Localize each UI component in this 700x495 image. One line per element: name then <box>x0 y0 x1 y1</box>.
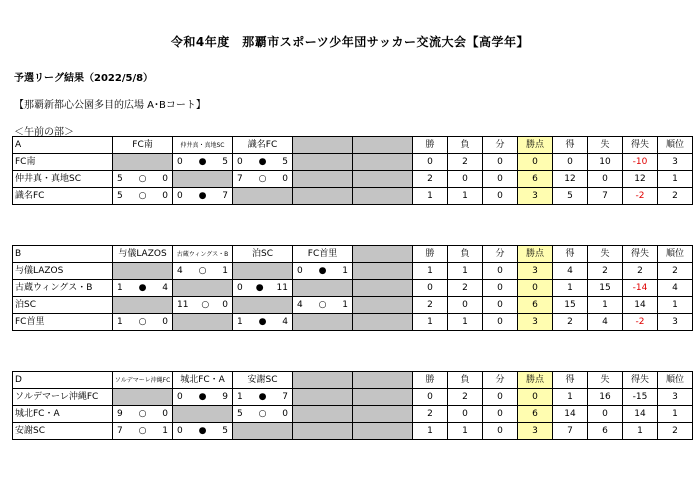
empty-cell <box>113 389 173 406</box>
stat-cell: 5 <box>553 188 588 205</box>
stat-cell: 1 <box>448 314 483 331</box>
stat-cell: -15 <box>623 389 658 406</box>
score-for: 1 <box>237 391 243 402</box>
team-name: 古蔵ウィングス・B <box>13 280 113 297</box>
stat-cell: 1 <box>658 171 693 188</box>
loss-mark: ● <box>138 282 147 293</box>
stat-cell: 3 <box>658 154 693 171</box>
league-table-a <box>12 136 693 205</box>
stat-header: 得失 <box>623 246 658 263</box>
score-against: 0 <box>162 408 168 419</box>
opponent-header: ソルデマーレ沖縄FC <box>113 372 173 389</box>
win-mark: ○ <box>258 173 267 184</box>
stat-cell: 0 <box>483 423 518 440</box>
opponent-header: FC首里 <box>293 246 353 263</box>
stat-cell: 3 <box>518 314 553 331</box>
score-for: 0 <box>237 282 243 293</box>
empty-cell <box>233 188 293 205</box>
stat-cell: 16 <box>588 389 623 406</box>
stat-cell: 2 <box>448 154 483 171</box>
stat-cell: 1 <box>413 423 448 440</box>
team-row <box>13 297 693 314</box>
stat-header: 失 <box>588 246 623 263</box>
group-name: A <box>13 137 113 154</box>
empty-cell <box>113 297 173 314</box>
stat-cell: 1 <box>553 280 588 297</box>
score-for: 11 <box>177 299 189 310</box>
stat-cell: 2 <box>413 297 448 314</box>
stat-cell: 0 <box>483 188 518 205</box>
league-table-b <box>12 245 693 331</box>
opponent-header: FC南 <box>113 137 173 154</box>
empty-cell <box>293 406 353 423</box>
team-row <box>13 389 693 406</box>
opponent-header: 与儀LAZOS <box>113 246 173 263</box>
stat-header: 失 <box>588 372 623 389</box>
stat-cell: -14 <box>623 280 658 297</box>
stat-cell: 3 <box>658 314 693 331</box>
header-row <box>13 137 693 154</box>
stat-cell: 2 <box>658 423 693 440</box>
team-row <box>13 171 693 188</box>
score-against: 0 <box>162 316 168 327</box>
stat-header: 得 <box>553 137 588 154</box>
score-for: 0 <box>177 190 183 201</box>
score-for: 4 <box>297 299 303 310</box>
league-table-d <box>12 371 693 440</box>
score-against: 1 <box>342 299 348 310</box>
match-result <box>173 263 233 280</box>
stat-cell: 14 <box>553 406 588 423</box>
stat-cell: 2 <box>448 280 483 297</box>
stat-cell: 3 <box>658 389 693 406</box>
team-name: 与儀LAZOS <box>13 263 113 280</box>
empty-cell <box>173 280 233 297</box>
stat-cell: 3 <box>518 263 553 280</box>
stat-cell: 7 <box>553 423 588 440</box>
empty-cell <box>293 423 353 440</box>
stat-cell: 6 <box>518 406 553 423</box>
stat-header: 分 <box>483 372 518 389</box>
page-title: 令和4年度 那覇市スポーツ少年団サッカー交流大会【高学年】 <box>170 35 530 49</box>
score-against: 5 <box>222 156 228 167</box>
stat-cell: 1 <box>413 314 448 331</box>
win-mark: ○ <box>318 299 327 310</box>
stat-cell: 1 <box>448 423 483 440</box>
stat-cell: 0 <box>413 389 448 406</box>
opponent-header: 安謝SC <box>233 372 293 389</box>
empty-cell <box>293 154 353 171</box>
empty-cell <box>113 263 173 280</box>
team-row <box>13 188 693 205</box>
match-result <box>233 280 293 297</box>
stat-cell: 2 <box>658 263 693 280</box>
stat-header: 勝点 <box>518 137 553 154</box>
header-row <box>13 246 693 263</box>
opponent-header <box>293 137 353 154</box>
stat-cell: 0 <box>413 280 448 297</box>
score-against: 11 <box>276 282 288 293</box>
score-against: 0 <box>222 299 228 310</box>
win-mark: ○ <box>138 408 147 419</box>
stat-cell: 3 <box>518 188 553 205</box>
loss-mark: ● <box>318 265 327 276</box>
match-result <box>173 423 233 440</box>
match-result <box>293 263 353 280</box>
stat-cell: 0 <box>483 263 518 280</box>
team-name: 仲井真・真地SC <box>13 171 113 188</box>
empty-cell <box>353 297 413 314</box>
stat-cell: 2 <box>658 188 693 205</box>
stat-cell: 1 <box>658 297 693 314</box>
win-mark: ○ <box>258 408 267 419</box>
match-result <box>233 389 293 406</box>
score-against: 0 <box>282 173 288 184</box>
match-result <box>173 188 233 205</box>
stat-cell: 2 <box>413 406 448 423</box>
stat-cell: -2 <box>623 188 658 205</box>
opponent-header <box>353 372 413 389</box>
stat-header: 分 <box>483 137 518 154</box>
opponent-header <box>353 246 413 263</box>
score-for: 5 <box>117 173 123 184</box>
empty-cell <box>293 171 353 188</box>
empty-cell <box>353 314 413 331</box>
score-for: 0 <box>177 425 183 436</box>
empty-cell <box>233 297 293 314</box>
stat-cell: 14 <box>623 297 658 314</box>
loss-mark: ● <box>198 190 207 201</box>
team-name: FC南 <box>13 154 113 171</box>
empty-cell <box>353 389 413 406</box>
stat-cell: 6 <box>518 297 553 314</box>
score-for: 0 <box>297 265 303 276</box>
stat-cell: 2 <box>448 389 483 406</box>
stat-header: 順位 <box>658 246 693 263</box>
stat-cell: 1 <box>413 188 448 205</box>
score-for: 0 <box>177 391 183 402</box>
win-mark: ○ <box>138 173 147 184</box>
subtitle: 予選リーグ結果（2022/5/8） <box>14 73 154 84</box>
team-row <box>13 263 693 280</box>
score-for: 7 <box>237 173 243 184</box>
stat-cell: 2 <box>553 314 588 331</box>
empty-cell <box>293 389 353 406</box>
match-result <box>113 280 173 297</box>
group-name: D <box>13 372 113 389</box>
stat-cell: 10 <box>588 154 623 171</box>
stat-cell: 1 <box>658 406 693 423</box>
empty-cell <box>173 406 233 423</box>
win-mark: ○ <box>201 299 210 310</box>
score-for: 5 <box>237 408 243 419</box>
loss-mark: ● <box>198 425 207 436</box>
score-against: 9 <box>222 391 228 402</box>
match-result <box>113 171 173 188</box>
match-result <box>233 314 293 331</box>
stat-cell: 2 <box>413 171 448 188</box>
team-name: ソルデマーレ沖縄FC <box>13 389 113 406</box>
stat-cell: 0 <box>448 406 483 423</box>
empty-cell <box>233 423 293 440</box>
match-result <box>173 154 233 171</box>
stat-header: 勝点 <box>518 246 553 263</box>
stat-header: 順位 <box>658 372 693 389</box>
stat-cell: 0 <box>413 154 448 171</box>
stat-cell: 1 <box>448 263 483 280</box>
match-result <box>173 297 233 314</box>
score-for: 7 <box>117 425 123 436</box>
stat-cell: -2 <box>623 314 658 331</box>
stat-header: 分 <box>483 246 518 263</box>
empty-cell <box>353 188 413 205</box>
score-for: 4 <box>177 265 183 276</box>
win-mark: ○ <box>138 316 147 327</box>
stat-cell: 4 <box>553 263 588 280</box>
stat-header: 負 <box>448 137 483 154</box>
match-result <box>113 314 173 331</box>
team-row <box>13 280 693 297</box>
empty-cell <box>353 154 413 171</box>
stat-cell: 0 <box>518 154 553 171</box>
empty-cell <box>173 171 233 188</box>
match-result <box>233 406 293 423</box>
stat-cell: 0 <box>448 171 483 188</box>
match-result <box>173 389 233 406</box>
stat-cell: 14 <box>623 406 658 423</box>
stat-cell: 0 <box>518 280 553 297</box>
stat-cell: 3 <box>518 423 553 440</box>
stat-cell: 0 <box>518 389 553 406</box>
stat-header: 得 <box>553 372 588 389</box>
stat-cell: 1 <box>413 263 448 280</box>
win-mark: ○ <box>138 190 147 201</box>
loss-mark: ● <box>258 391 267 402</box>
stat-cell: 0 <box>483 389 518 406</box>
score-for: 0 <box>237 156 243 167</box>
stat-cell: 0 <box>483 406 518 423</box>
stat-cell: 12 <box>553 171 588 188</box>
stat-cell: 15 <box>553 297 588 314</box>
team-row <box>13 423 693 440</box>
match-result <box>233 171 293 188</box>
team-name: FC首里 <box>13 314 113 331</box>
stat-cell: 1 <box>448 188 483 205</box>
team-row <box>13 406 693 423</box>
stat-header: 負 <box>448 372 483 389</box>
loss-mark: ● <box>258 156 267 167</box>
stat-cell: 0 <box>588 171 623 188</box>
stat-header: 勝点 <box>518 372 553 389</box>
stat-cell: 6 <box>518 171 553 188</box>
score-against: 4 <box>162 282 168 293</box>
opponent-header <box>293 372 353 389</box>
loss-mark: ● <box>258 316 267 327</box>
match-result <box>113 423 173 440</box>
empty-cell <box>293 280 353 297</box>
stat-cell: 7 <box>588 188 623 205</box>
stat-cell: 0 <box>483 314 518 331</box>
stat-cell: 15 <box>588 280 623 297</box>
venue: 【那覇新都心公園多目的広場 A･Bコート】 <box>14 100 206 111</box>
stat-cell: 1 <box>588 297 623 314</box>
score-against: 5 <box>222 425 228 436</box>
match-result <box>113 188 173 205</box>
empty-cell <box>353 423 413 440</box>
empty-cell <box>293 314 353 331</box>
stat-header: 勝 <box>413 137 448 154</box>
score-against: 0 <box>162 190 168 201</box>
team-row <box>13 314 693 331</box>
loss-mark: ● <box>255 282 264 293</box>
score-against: 5 <box>282 156 288 167</box>
header-row <box>13 372 693 389</box>
loss-mark: ● <box>198 391 207 402</box>
stat-cell: 2 <box>623 263 658 280</box>
match-result <box>113 406 173 423</box>
score-against: 1 <box>222 265 228 276</box>
stat-cell: 1 <box>623 423 658 440</box>
empty-cell <box>353 263 413 280</box>
empty-cell <box>113 154 173 171</box>
score-against: 0 <box>162 173 168 184</box>
empty-cell <box>353 280 413 297</box>
score-against: 4 <box>282 316 288 327</box>
match-result <box>293 297 353 314</box>
stat-cell: 4 <box>588 314 623 331</box>
opponent-header: 古蔵ウィングス・B <box>173 246 233 263</box>
group-name: B <box>13 246 113 263</box>
score-for: 1 <box>117 316 123 327</box>
team-name: 安謝SC <box>13 423 113 440</box>
score-for: 1 <box>117 282 123 293</box>
team-name: 泊SC <box>13 297 113 314</box>
team-name: 城北FC・A <box>13 406 113 423</box>
opponent-header: 城北FC・A <box>173 372 233 389</box>
score-against: 0 <box>282 408 288 419</box>
team-row <box>13 154 693 171</box>
session-label: ＜午前の部＞ <box>14 127 74 138</box>
win-mark: ○ <box>138 425 147 436</box>
empty-cell <box>353 171 413 188</box>
empty-cell <box>293 188 353 205</box>
opponent-header: 識名FC <box>233 137 293 154</box>
opponent-header <box>353 137 413 154</box>
stat-cell: 4 <box>658 280 693 297</box>
stat-header: 得失 <box>623 372 658 389</box>
stat-cell: 0 <box>448 297 483 314</box>
stat-header: 負 <box>448 246 483 263</box>
stat-header: 勝 <box>413 372 448 389</box>
score-against: 7 <box>222 190 228 201</box>
score-for: 1 <box>237 316 243 327</box>
stat-header: 勝 <box>413 246 448 263</box>
stat-cell: 1 <box>553 389 588 406</box>
stat-header: 失 <box>588 137 623 154</box>
stat-cell: 12 <box>623 171 658 188</box>
empty-cell <box>173 314 233 331</box>
score-against: 1 <box>162 425 168 436</box>
stat-cell: 0 <box>588 406 623 423</box>
stat-header: 得 <box>553 246 588 263</box>
stat-cell: -10 <box>623 154 658 171</box>
score-for: 5 <box>117 190 123 201</box>
stat-cell: 0 <box>553 154 588 171</box>
score-against: 7 <box>282 391 288 402</box>
empty-cell <box>353 406 413 423</box>
score-for: 9 <box>117 408 123 419</box>
opponent-header: 泊SC <box>233 246 293 263</box>
opponent-header: 仲井真・真地SC <box>173 137 233 154</box>
stat-header: 得失 <box>623 137 658 154</box>
score-against: 1 <box>342 265 348 276</box>
stat-cell: 0 <box>483 171 518 188</box>
win-mark: ○ <box>198 265 207 276</box>
score-for: 0 <box>177 156 183 167</box>
stat-cell: 0 <box>483 280 518 297</box>
empty-cell <box>233 263 293 280</box>
team-name: 識名FC <box>13 188 113 205</box>
stat-cell: 0 <box>483 154 518 171</box>
loss-mark: ● <box>198 156 207 167</box>
match-result <box>233 154 293 171</box>
stat-cell: 2 <box>588 263 623 280</box>
stat-cell: 0 <box>483 297 518 314</box>
stat-header: 順位 <box>658 137 693 154</box>
stat-cell: 6 <box>588 423 623 440</box>
